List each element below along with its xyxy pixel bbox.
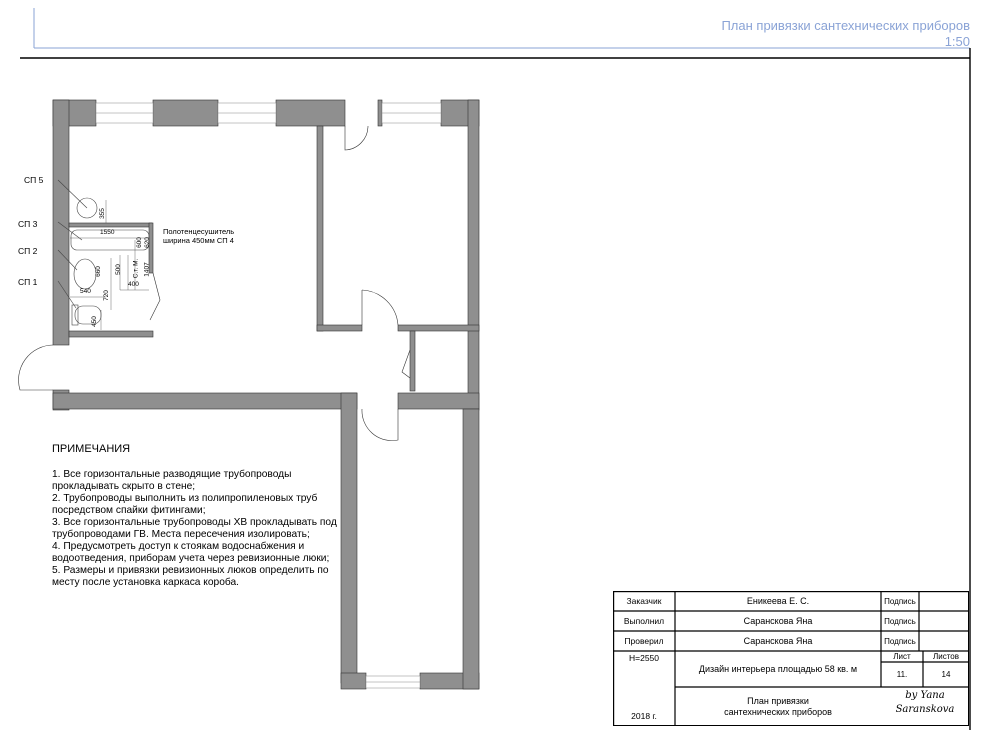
tb-height: H=2550: [628, 653, 659, 663]
dim-1407: 1407: [143, 262, 151, 277]
dim-400: 400: [128, 281, 139, 288]
towel-note-line1: Полотенцесушитель: [163, 227, 235, 236]
tb-drawing-title: План привязки сантехнических приборов: [724, 695, 832, 717]
tb-sheets-label: Листов: [933, 652, 959, 661]
tb-year: 2018 г.: [631, 711, 657, 721]
signature-line1: by Yana: [905, 690, 945, 701]
dim-660: 660: [94, 266, 102, 277]
tb-value-performer: Саранскова Яна: [743, 616, 813, 626]
tb-label-performer: Выполнил: [623, 616, 665, 626]
dim-540: 540: [80, 288, 91, 295]
title-block: [613, 591, 969, 726]
tb-value-customer: Еникеева Е. С.: [746, 596, 810, 606]
notes-block: [52, 443, 352, 589]
fixture-label-sp2: СП 2: [18, 246, 38, 256]
towel-note-line2: ширина 450мм СП 4: [163, 236, 234, 245]
dim-600: 600: [135, 237, 143, 248]
notes-title: ПРИМЕЧАНИЯ: [52, 443, 131, 455]
designer-signature: [883, 689, 967, 725]
dim-450: 450: [90, 316, 98, 327]
dim-cm: С.т. М.: [132, 258, 140, 279]
tb-sign-checker: Подпись: [884, 636, 916, 646]
tb-sheet-number: 11.: [896, 670, 908, 679]
tb-sign-customer: Подпись: [884, 596, 916, 606]
tb-value-checker: Саранскова Яна: [743, 636, 813, 646]
dim-500: 500: [114, 264, 122, 275]
tb-sheets-total: 14: [941, 670, 951, 679]
tb-sign-performer: Подпись: [884, 616, 916, 626]
note-item: 4. Предусмотреть доступ к стоякам водоснабжения и водоотведения, приборам учета через ревизионные люки;: [52, 541, 330, 564]
fixture-label-sp3: СП 3: [18, 219, 38, 229]
tb-sheet-label: Лист: [893, 652, 911, 661]
note-item: 3. Все горизонтальные трубопроводы ХВ прокладывать под трубопроводами ГВ. Места пересечения изолировать;: [52, 517, 337, 540]
tb-label-checker: Проверил: [624, 636, 664, 646]
sheet-title: План привязки сантехнических приборов: [721, 18, 970, 33]
dim-720: 720: [102, 290, 110, 301]
towel-dryer-note: [163, 227, 234, 245]
note-item: 2. Трубопроводы выполнить из полипропиленовых труб посредством спайки фитингами;: [52, 493, 318, 516]
dim-1550: 1550: [100, 229, 115, 236]
fixture-label-sp1: СП 1: [18, 277, 38, 287]
dim-355: 355: [98, 208, 106, 219]
tb-label-customer: Заказчик: [626, 596, 662, 606]
note-item: 5. Размеры и привязки ревизионных люков определить по месту после установка каркаса короба.: [52, 565, 329, 588]
fixture-label-sp5: СП 5: [24, 175, 44, 185]
sheet-scale: 1:50: [944, 34, 970, 49]
signature-line2: Saranskova: [895, 704, 955, 715]
tb-project: Дизайн интерьера площадью 58 кв. м: [698, 664, 858, 674]
dim-620: 620: [143, 237, 151, 248]
note-item: 1. Все горизонтальные разводящие трубопроводы прокладывать скрыто в стене;: [52, 469, 292, 492]
